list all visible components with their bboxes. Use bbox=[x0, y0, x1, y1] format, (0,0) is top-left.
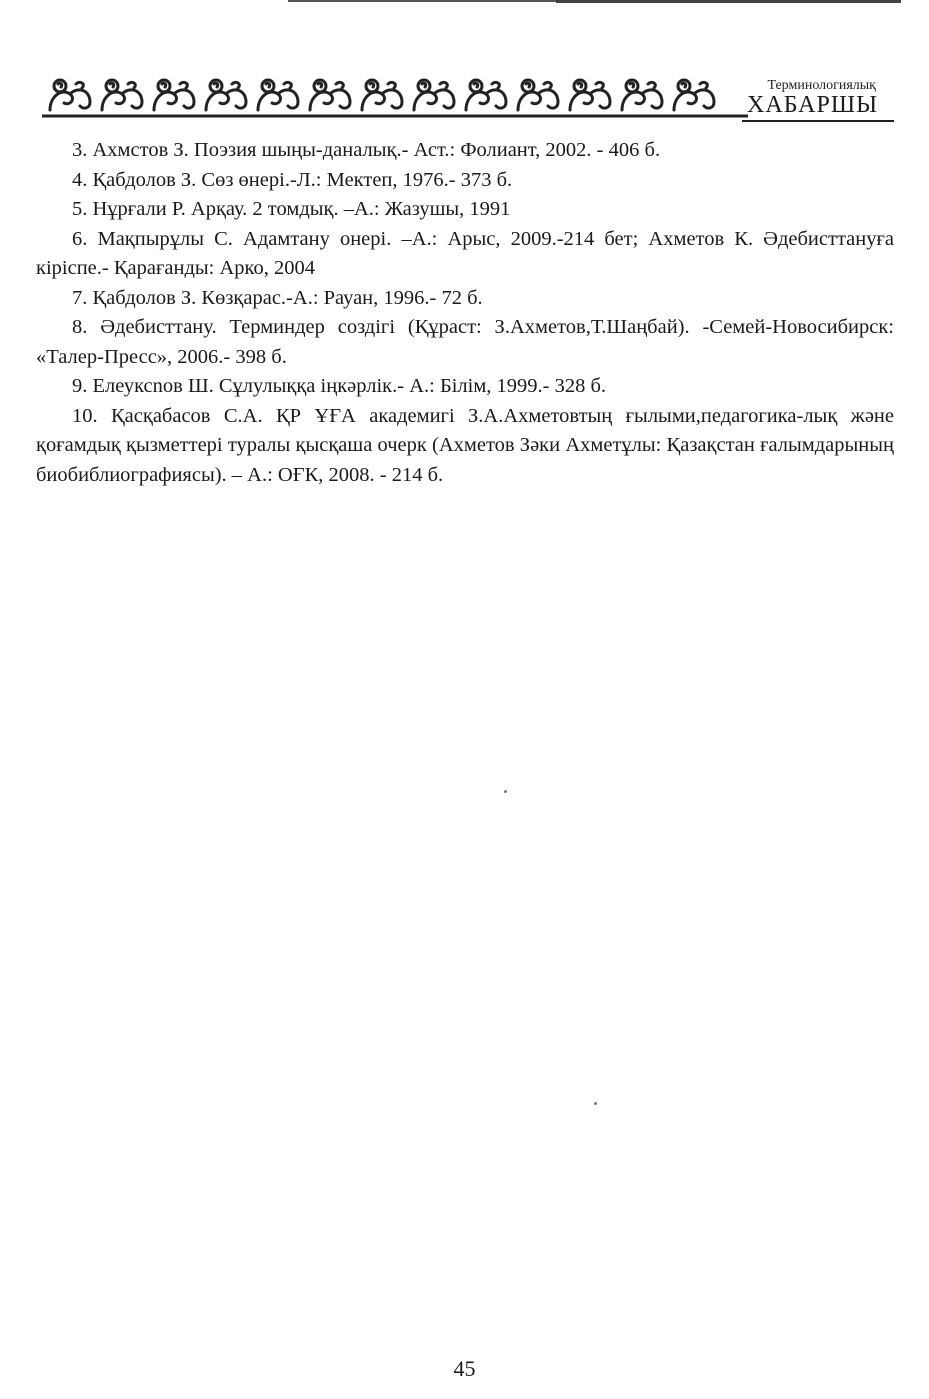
reference-item: 6. Мақпырұлы С. Адамтану онері. –А.: Арыс, 2009.-214 бет; Ахметов К. Әдебисттануға кіріспе.- Қарағанды: Арко, 2004 bbox=[36, 227, 894, 279]
reference-item: 8. Әдебисттану. Терминдер создігі (Құраст: З.Ахметов,Т.Шаңбай). -Семей-Новосибирск: «Талер-Пресс», 2006.- 398 б. bbox=[36, 316, 894, 368]
reference-item: 10. Қасқабасов С.А. ҚР ҰҒА академигі З.А.Ахметовтың ғылыми,педагогика-лық жәнe қоғамдық қызметтері туралы қысқаша очерк (Ахметов Зәки Ахметұлы: Қазақстан ғалымдарының биобиблиографиясы). – А.: ОҒК, 2008. - 214 б. bbox=[36, 404, 894, 486]
journal-header bbox=[42, 70, 894, 122]
reference-item: 4. Қабдолов З. Сөз өнері.-Л.: Мектеп, 1976.- 373 б. bbox=[72, 168, 513, 191]
reference-item: 9. Елеуксnов Ш. Сұлулыққа іңкәрлік.- А.: Білім, 1999.- 328 б. bbox=[72, 375, 607, 397]
journal-subtitle: Терминологиялық bbox=[767, 78, 876, 93]
journal-title: ХАБАРШЫ bbox=[747, 92, 878, 118]
page-number: 45 bbox=[453, 1356, 476, 1381]
scan-speck bbox=[504, 790, 507, 793]
top-edge-rule bbox=[288, 0, 556, 2]
reference-item: 7. Қабдолов З. Көзқарас.-А.: Рауан, 1996.- 72 б. bbox=[72, 286, 483, 309]
top-edge-rule-dark bbox=[556, 0, 901, 3]
kazakh-ornament-band-icon bbox=[42, 74, 748, 118]
reference-item: 5. Нұрғали Р. Арқау. 2 томдық. –А.: Жазушы, 1991 bbox=[72, 198, 511, 220]
header-rule bbox=[742, 120, 894, 122]
reference-list bbox=[36, 136, 894, 490]
reference-item: 3. Ахмстов З. Поэзия шыңы-даналық.- Аст.: Фолиант, 2002. - 406 б. bbox=[72, 139, 661, 161]
scan-speck bbox=[594, 1102, 597, 1105]
